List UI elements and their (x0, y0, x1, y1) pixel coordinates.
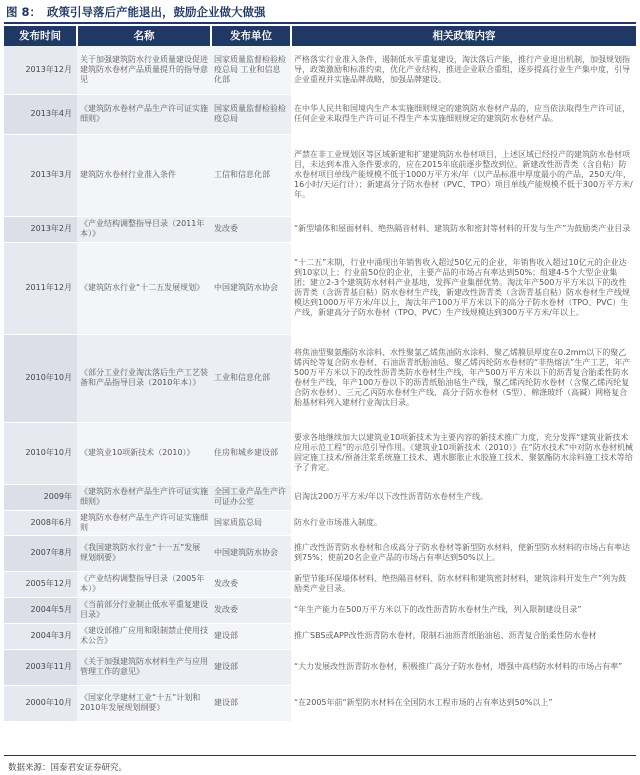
table-row (4, 510, 636, 535)
cell-dept: 工信和信息化部 (211, 134, 291, 216)
header-date: 发布时间 (4, 26, 77, 46)
cell-content: 将焦油型聚氨酯防水涂料、水性聚氯乙烯焦油防水涂料、聚乙烯膜层厚度在0.2mm以下的聚乙烯丙纶等复合防水卷材、石油沥青纸胎油毡、聚乙烯丙纶防水卷材的“非热熔法”生产工艺，年产500万平方米以下的改性沥青类防水卷材生产线，年产500万平方米以下的沥青复合胎柔性防水卷材生产线，年产100万卷以下的沥青纸胎油毡生产线，聚乙烯丙纶防水卷材（含聚乙烯丙纶复合防水卷材）、三元乙丙防水卷材生产线、高分子防水卷材（S型）、棉涤玻纤（高碱）网格复合胎基材料列入建材行业淘汰目录。 (291, 334, 636, 422)
cell-name: 《建筑防水卷材产品生产许可证实施细则》 (77, 484, 211, 510)
bottom-rule (4, 755, 636, 756)
data-source-note: 数据来源：国泰君安证券研究。 (8, 763, 128, 773)
cell-date: 2011年12月 (4, 242, 77, 334)
cell-date: 2000年10月 (4, 685, 77, 721)
cell-content: 要求各地继续加大以建筑业10项新技术为主要内容的新技术推广力度，充分发挥“建筑业新技术应用示范工程”的示范引导作用。《建筑业10项新技术（2010）》在“防水技术”中对防水卷材机械固定施工技术/预备注浆系统施工技术、遇水膨胀止水胶施工技术、聚氨酯防水涂料施工技术等给予了肯定。 (291, 422, 636, 484)
table-row (4, 242, 636, 334)
cell-date: 2008年6月 (4, 510, 77, 535)
table-row (4, 597, 636, 623)
cell-content: 推广SBS或APP改性沥青防水卷材，限制石油沥青纸胎油毡、沥青复合胎柔性防水卷材 (291, 623, 636, 649)
figure-title (6, 2, 634, 22)
cell-dept: 住房和城乡建设部 (211, 422, 291, 484)
cell-content: 防水行业市场准入制度。 (291, 510, 636, 535)
cell-content: “在2005年前“新型防水材料在全国防水工程市场的占有率达到50%以上” (291, 685, 636, 721)
title-rule (4, 22, 636, 24)
cell-dept: 发改委 (211, 597, 291, 623)
cell-content: 严禁在非工业规划区等区域新建和扩建建筑防水卷材项目，上述区域已经投产的建筑防水卷材项目，未达到本准入条件要求的，应在2015年底前逐步整改到位。新建改性沥青类（含自粘）防水卷材项目单线产能规模不低于1000万平方米/年（以产品标准中厚度最小的产品，250天/年，16小时/天运行计）；新建高分子防水卷材（PVC、TPO）项目单线产能规模不低于300万平方米/年。 (291, 134, 636, 216)
table-row (4, 484, 636, 510)
policy-table (4, 26, 636, 722)
header-dept: 发布单位 (211, 26, 291, 46)
cell-dept: 国家质监总局 (211, 510, 291, 535)
cell-name: 《国家化学建材工业“十五”计划和2010年发展规划纲要》 (77, 685, 211, 721)
cell-content: “十二五”末期，行业中涌现出年销售收入超过50亿元的企业，年销售收入超过10亿元的企业达到10家以上；行业前50位的企业，主要产品的市场占有率达到50%；组建4-5个大型企业集团；建立2-3个建筑防水材料产业基地，发挥产业集群优势。淘汰年产500万平方米以下的改性沥青类（含沥青基自粘）防水卷材生产线，新建改性沥青类（含沥青基自粘）防水卷材生产线规模达到1000万平方米/年以上，淘汰年产100万平方米以下的高分子防水卷材（TPO、PVC）生产线，新建高分子防水卷材（TPO、PVC）生产线规模达到300万平方米/年以上。 (291, 242, 636, 334)
cell-content: 严格落实行业准入条件，遏制低水平重复建设，淘汰落后产能，推行产业退出机制，加强规划指导，政策激励和标准约束，优化产业结构，推进企业联合重组，逐步提高行业生产集中度，引导企业重视并实施品牌战略，加强品牌建设。 (291, 46, 636, 94)
cell-date: 2013年2月 (4, 216, 77, 242)
cell-date: 2003年11月 (4, 649, 77, 685)
cell-name: 建筑防水卷材产品生产许可证实施细则 (77, 510, 211, 535)
cell-dept: 建设部 (211, 649, 291, 685)
cell-dept: 发改委 (211, 216, 291, 242)
cell-content: “年生产能力在500万平方米以下的改性沥青防水卷材生产线，列入限制建设目录” (291, 597, 636, 623)
cell-date: 2013年4月 (4, 94, 77, 134)
table-row (4, 535, 636, 571)
cell-content: 启淘汰200万平方米/年以下改性沥青防水卷材生产线。 (291, 484, 636, 510)
header-content: 相关政策内容 (291, 26, 636, 46)
cell-date: 2009年 (4, 484, 77, 510)
cell-dept: 发改委 (211, 571, 291, 597)
cell-date: 2007年8月 (4, 535, 77, 571)
cell-name: 《建筑防水行业“十二五发展规划》 (77, 242, 211, 334)
cell-name: 《建设部推广应用和限制禁止使用技术公告》 (77, 623, 211, 649)
table-row (4, 334, 636, 422)
cell-date: 2004年5月 (4, 597, 77, 623)
table-row (4, 216, 636, 242)
cell-dept: 工业和信息化部 (211, 334, 291, 422)
cell-dept: 建设部 (211, 685, 291, 721)
cell-name: 建筑防水卷材行业准入条件 (77, 134, 211, 216)
cell-date: 2010年10月 (4, 334, 77, 422)
cell-content: 新型节能环保墙体材料、绝热隔音材料、防水材料和建筑密封材料，建筑涂料开发生产”列为鼓励类产业目录。 (291, 571, 636, 597)
table-row (4, 623, 636, 649)
cell-name: 关于加强建筑防水行业质量建设促进建筑防水卷材产品质量提升的指导意见 (77, 46, 211, 94)
cell-content: “大力发展改性沥青防水卷材，积极推广高分子防水卷材，增强中高档防水材料的市场占有率” (291, 649, 636, 685)
cell-dept: 全国工业产品生产许可证办公室 (211, 484, 291, 510)
table-row (4, 649, 636, 685)
figure-label: 图 8： (6, 5, 42, 19)
cell-date: 2005年12月 (4, 571, 77, 597)
cell-dept: 中国建筑防水协会 (211, 535, 291, 571)
table-row (4, 134, 636, 216)
cell-content: “新型墙体和屋面材料、绝热隔音材料、建筑防水和密封等材料的开发与生产”为鼓励类产业目录 (291, 216, 636, 242)
table-header-row (4, 26, 636, 46)
cell-date: 2010年10月 (4, 422, 77, 484)
cell-dept: 国家质量监督检验检疫总局 工业和信息化部 (211, 46, 291, 94)
table-row (4, 571, 636, 597)
cell-name: 《建筑防水卷材产品生产许可证实施细则》 (77, 94, 211, 134)
cell-date: 2004年3月 (4, 623, 77, 649)
cell-dept: 建设部 (211, 623, 291, 649)
table-row (4, 422, 636, 484)
cell-name: 《当前部分行业制止低水平重复建设目录》 (77, 597, 211, 623)
cell-name: 《产业结构调整指导目录（2011年本）》 (77, 216, 211, 242)
cell-name: 《部分工业行业淘汰落后生产工艺装备和产品指导目录（2010年本）》 (77, 334, 211, 422)
cell-content: 在中华人民共和国境内生产本实施细则规定的建筑防水卷材产品的，应当依法取得生产许可证，任何企业未取得生产许可证不得生产本实施细则规定的建筑防水卷材产品。 (291, 94, 636, 134)
cell-date: 2013年3月 (4, 134, 77, 216)
cell-date: 2013年12月 (4, 46, 77, 94)
cell-dept: 中国建筑防水协会 (211, 242, 291, 334)
cell-name: 《产业结构调整指导目录（2005年本）》 (77, 571, 211, 597)
table-row (4, 685, 636, 721)
cell-name: 《建筑业10项新技术（2010）》 (77, 422, 211, 484)
cell-name: 《关于加强建筑防水材料生产与应用管理工作的意见》 (77, 649, 211, 685)
cell-dept: 国家质量监督检验检疫总局 (211, 94, 291, 134)
figure-title-text: 政策引导落后产能退出，鼓励企业做大做强 (47, 5, 266, 19)
cell-name: 《我国建筑防水行业“十一五”发展规划纲要》 (77, 535, 211, 571)
table-row (4, 94, 636, 134)
cell-content: 推广改性沥青防水卷材和合成高分子防水卷材等新型防水材料，使新型防水材料的市场占有率达到75%；使前20名企业产品的市场占有率达到50%以上。 (291, 535, 636, 571)
table-row (4, 46, 636, 94)
header-name: 名称 (77, 26, 211, 46)
